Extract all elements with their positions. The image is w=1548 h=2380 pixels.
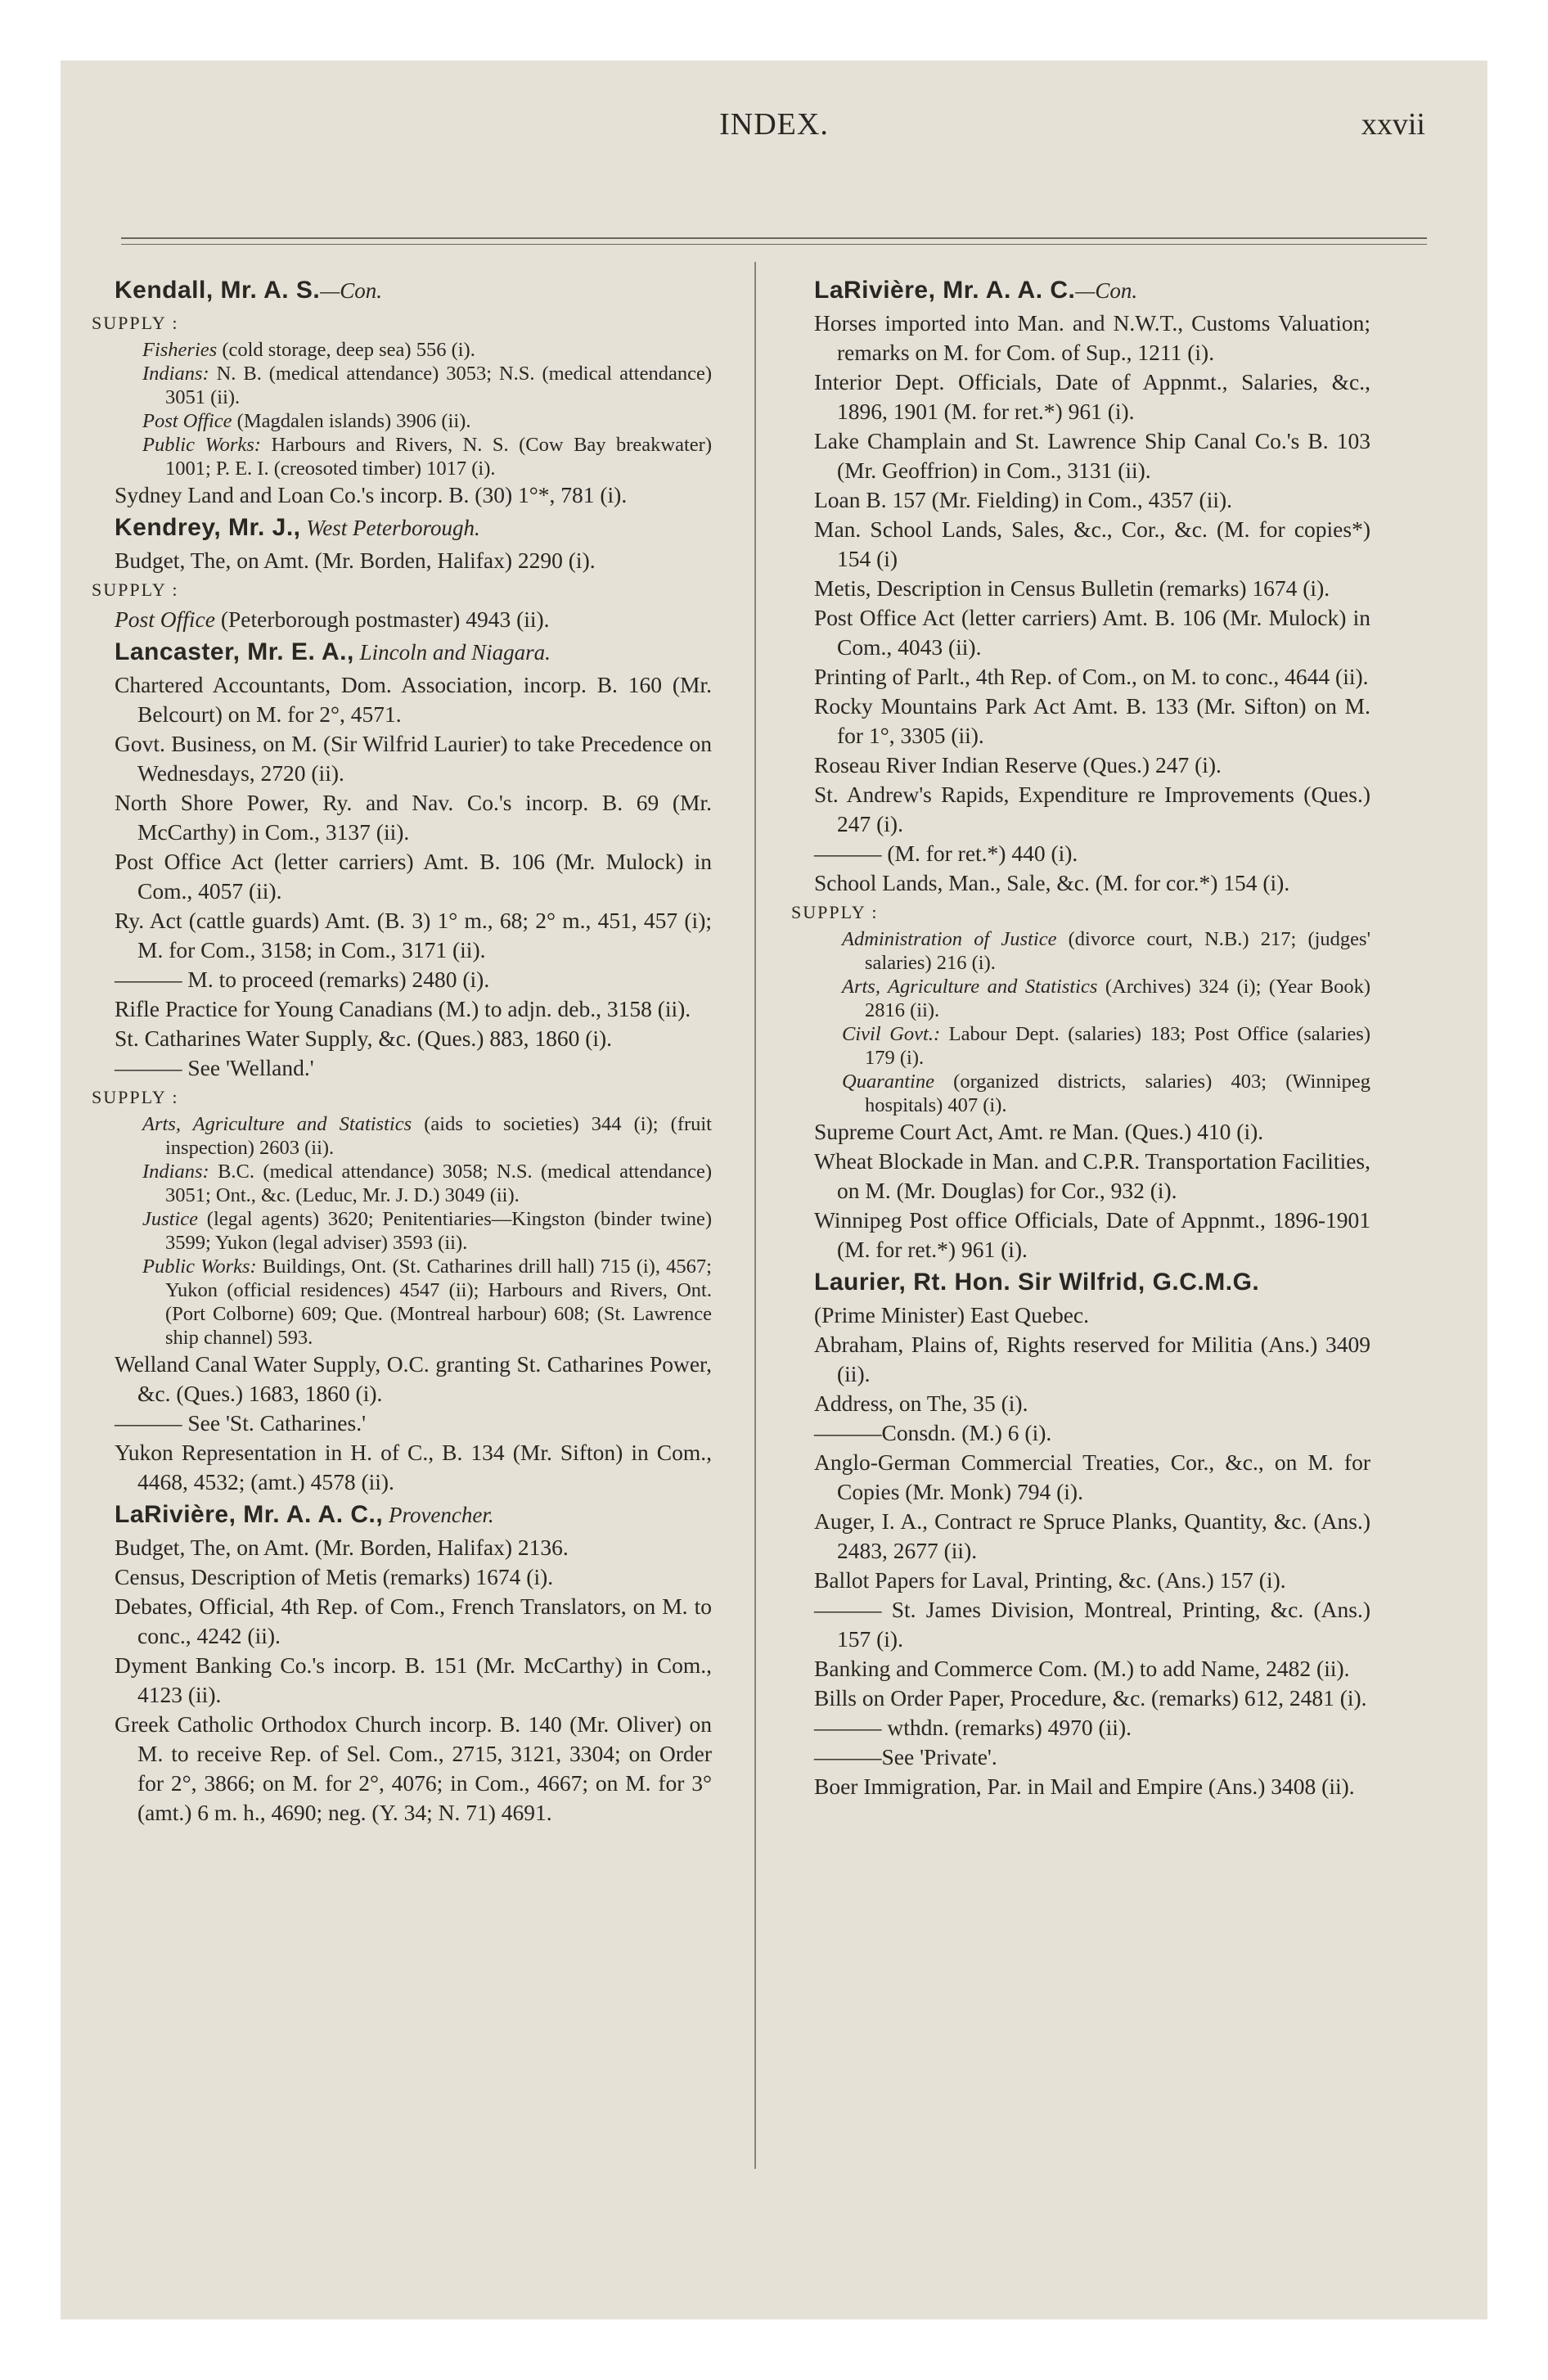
index-column-right (791, 273, 1370, 1801)
index-entry (115, 1438, 712, 1497)
index-entry (814, 485, 1370, 515)
entry-text: ——— (M. for ret.*) 440 (i). (814, 841, 1078, 866)
index-subentry (115, 1160, 712, 1207)
index-entry (814, 1684, 1370, 1713)
supply-label: SUPPLY : (791, 902, 879, 922)
entry-text: Budget, The, on Amt. (Mr. Borden, Halifax) 2290 (i). (115, 548, 596, 573)
index-subentry (115, 409, 712, 433)
index-entry (814, 1713, 1370, 1742)
entry-text: Man. School Lands, Sales, &c., Cor., &c. (M. for copies*) 154 (i) (814, 516, 1370, 571)
heading-suffix: —Con. (320, 278, 383, 303)
index-entry (814, 1772, 1370, 1801)
index-subentry (814, 1022, 1370, 1070)
index-entry (115, 906, 712, 965)
heading-name: LaRivière, Mr. A. A. C. (814, 277, 1076, 304)
index-entry (115, 965, 712, 994)
heading-name: Lancaster, Mr. E. A., (115, 638, 354, 665)
entry-text: Wheat Blockade in Man. and C.P.R. Transportation Facilities, on M. (Mr. Douglas) for Cor., 932 (i). (814, 1148, 1370, 1203)
entry-text: Banking and Commerce Com. (M.) to add Name, 2482 (ii). (814, 1656, 1350, 1681)
index-entry (115, 1562, 712, 1592)
entry-text: Metis, Description in Census Bulletin (remarks) 1674 (i). (814, 575, 1330, 601)
entry-text: St. Catharines Water Supply, &c. (Ques.) 883, 1860 (i). (115, 1025, 613, 1051)
index-entry (814, 1147, 1370, 1206)
entry-text: N. B. (medical attendance) 3053; N.S. (medical attendance) 3051 (ii). (165, 363, 712, 408)
entry-label: Post Office (142, 410, 232, 432)
entry-text: Interior Dept. Officials, Date of Appnmt., Salaries, &c., 1896, 1901 (M. for ret.*) 961 (i). (814, 369, 1370, 424)
entry-text: (Magdalen islands) 3906 (ii). (232, 410, 471, 432)
entry-label: Administration of Justice (842, 928, 1057, 950)
entry-text: Abraham, Plains of, Rights reserved for Militia (Ans.) 3409 (ii). (814, 1332, 1370, 1386)
entry-text: (legal agents) 3620; Penitentiaries—Kingston (binder twine) 3599; Yukon (legal adviser) 3593 (ii). (165, 1208, 712, 1254)
supply-label: SUPPLY : (92, 313, 179, 333)
entry-label: Public Works: (142, 434, 261, 456)
entry-text: Anglo-German Commercial Treaties, Cor., &c., on M. for Copies (Mr. Monk) 794 (i). (814, 1449, 1370, 1504)
entry-text: ——— See 'St. Catharines.' (115, 1410, 367, 1436)
entry-text: (Prime Minister) East Quebec. (814, 1302, 1090, 1327)
supply-label: SUPPLY : (92, 579, 179, 600)
index-subentry (814, 975, 1370, 1022)
entry-label: Quarantine (842, 1071, 934, 1093)
index-subentry (115, 1255, 712, 1350)
entry-label: Arts, Agriculture and Statistics (142, 1113, 412, 1135)
index-heading (115, 510, 712, 546)
index-entry (814, 1448, 1370, 1507)
entry-text: Dyment Banking Co.'s incorp. B. 151 (Mr. McCarthy) in Com., 4123 (ii). (115, 1652, 712, 1707)
header-rule (121, 237, 1427, 245)
entry-text: ——— St. James Division, Montreal, Printing, &c. (Ans.) 157 (i). (814, 1597, 1370, 1652)
entry-label: Indians: (142, 363, 209, 385)
index-entry (814, 1507, 1370, 1566)
index-entry (814, 1389, 1370, 1418)
index-entry (814, 868, 1370, 898)
entry-text: Address, on The, 35 (i). (814, 1391, 1028, 1416)
entry-text: Buildings, Ont. (St. Catharines drill hall) 715 (i), 4567; Yukon (official residences) 4547 (ii); Harbours and Rivers, Ont. (Port Colborne) 609; Que. (Montreal harbour) 608; (St. Lawrence ship channel) 593. (165, 1255, 712, 1349)
index-heading (115, 1497, 712, 1533)
entry-text: Govt. Business, on M. (Sir Wilfrid Laurier) to take Precedence on Wednesdays, 2720 (ii). (115, 731, 712, 786)
entry-text: Bills on Order Paper, Procedure, &c. (remarks) 612, 2481 (i). (814, 1685, 1367, 1711)
entry-text: ———See 'Private'. (814, 1744, 997, 1769)
entry-label: Civil Govt.: (842, 1023, 941, 1045)
entry-text: Yukon Representation in H. of C., B. 134 (Mr. Sifton) in Com., 4468, 4532; (amt.) 4578 (ii). (115, 1440, 712, 1494)
index-subentry (115, 1112, 712, 1160)
entry-text: Supreme Court Act, Amt. re Man. (Ques.) 410 (i). (814, 1119, 1264, 1144)
index-entry (115, 1024, 712, 1053)
index-entry (814, 1300, 1370, 1330)
index-entry (814, 574, 1370, 603)
entry-text: Rocky Mountains Park Act Amt. B. 133 (Mr. Sifton) on M. for 1°, 3305 (ii). (814, 693, 1370, 748)
heading-suffix: —Con. (1075, 278, 1138, 303)
index-entry (115, 480, 712, 510)
index-entry (115, 847, 712, 906)
entry-text: (organized districts, salaries) 403; (Winnipeg hospitals) 407 (i). (865, 1071, 1370, 1116)
index-entry (814, 692, 1370, 751)
entry-text: Ballot Papers for Laval, Printing, &c. (Ans.) 157 (i). (814, 1567, 1286, 1593)
index-subentry (115, 338, 712, 362)
index-entry (814, 1418, 1370, 1448)
entry-text: Roseau River Indian Reserve (Ques.) 247 (i). (814, 752, 1222, 778)
entry-text: Census, Description of Metis (remarks) 1674 (i). (115, 1564, 554, 1589)
index-subentry (115, 1207, 712, 1255)
entry-text: (Peterborough postmaster) 4943 (ii). (214, 606, 550, 632)
index-entry (115, 1533, 712, 1562)
heading-name: LaRivière, Mr. A. A. C., (115, 1501, 384, 1528)
index-subentry (115, 362, 712, 409)
entry-label: Indians: (142, 1161, 209, 1183)
entry-text: Labour Dept. (salaries) 183; Post Office (salaries) 179 (i). (865, 1023, 1370, 1069)
index-entry (814, 662, 1370, 692)
entry-text: North Shore Power, Ry. and Nav. Co.'s incorp. B. 69 (Mr. McCarthy) in Com., 3137 (ii). (115, 790, 712, 845)
index-entry (814, 1654, 1370, 1684)
index-entry (814, 309, 1370, 367)
entry-text: Loan B. 157 (Mr. Fielding) in Com., 4357 (ii). (814, 487, 1233, 512)
entry-text: ——— M. to proceed (remarks) 2480 (i). (115, 967, 490, 992)
entry-text: Boer Immigration, Par. in Mail and Empire (Ans.) 3408 (ii). (814, 1774, 1355, 1799)
index-heading (115, 273, 712, 309)
index-entry (814, 426, 1370, 485)
index-subentry (814, 1070, 1370, 1117)
index-entry (814, 1742, 1370, 1772)
heading-name: Laurier, Rt. Hon. Sir Wilfrid, G.C.M.G. (814, 1269, 1260, 1296)
page-title: INDEX. (719, 107, 829, 142)
entry-label: Post Office (115, 606, 215, 632)
index-entry (115, 1350, 712, 1409)
entry-text: Ry. Act (cattle guards) Amt. (B. 3) 1° m., 68; 2° m., 451, 457 (i); M. for Com., 3158; in Com., 3171 (ii). (115, 908, 712, 962)
index-heading (814, 1264, 1370, 1300)
index-entry (814, 515, 1370, 574)
index-entry (814, 751, 1370, 780)
index-entry (115, 605, 712, 634)
index-entry (814, 1206, 1370, 1264)
entry-text: School Lands, Man., Sale, &c. (M. for cor.*) 154 (i). (814, 870, 1290, 895)
index-entry (814, 1117, 1370, 1147)
column-divider (754, 262, 756, 2169)
entry-text: Post Office Act (letter carriers) Amt. B. 106 (Mr. Mulock) in Com., 4057 (ii). (115, 849, 712, 904)
entry-text: (aids to societies) 344 (i); (fruit inspection) 2603 (ii). (165, 1113, 712, 1159)
entry-text: B.C. (medical attendance) 3058; N.S. (medical attendance) 3051; Ont., &c. (Leduc, Mr. J. D.) 3049 (ii). (165, 1161, 712, 1206)
entry-text: (divorce court, N.B.) 217; (judges' salaries) 216 (i). (865, 928, 1370, 974)
entry-text: St. Andrew's Rapids, Expenditure re Improvements (Ques.) 247 (i). (814, 782, 1370, 836)
heading-suffix: Lincoln and Niagara. (353, 640, 551, 665)
index-entry (115, 788, 712, 847)
entry-text: Sydney Land and Loan Co.'s incorp. B. (30) 1°*, 781 (i). (115, 482, 628, 507)
heading-suffix: West Peterborough. (300, 516, 480, 540)
entry-text: ——— See 'Welland.' (115, 1055, 314, 1080)
heading-name: Kendrey, Mr. J., (115, 514, 301, 541)
entry-text: Budget, The, on Amt. (Mr. Borden, Halifax) 2136. (115, 1535, 569, 1560)
index-entry (115, 1651, 712, 1710)
entry-text: Winnipeg Post office Officials, Date of Appnmt., 1896-1901 (M. for ret.*) 961 (i). (814, 1207, 1370, 1262)
entry-text: Lake Champlain and St. Lawrence Ship Canal Co.'s B. 103 (Mr. Geoffrion) in Com., 3131 (ii). (814, 428, 1370, 483)
index-entry (115, 670, 712, 729)
index-entry (814, 780, 1370, 839)
index-heading (814, 273, 1370, 309)
index-entry (115, 729, 712, 788)
entry-text: ———Consdn. (M.) 6 (i). (814, 1420, 1052, 1445)
index-entry (814, 839, 1370, 868)
index-entry (115, 994, 712, 1024)
entry-text: Auger, I. A., Contract re Spruce Planks, Quantity, &c. (Ans.) 2483, 2677 (ii). (814, 1508, 1370, 1563)
index-entry (814, 1595, 1370, 1654)
entry-text: (Archives) 324 (i); (Year Book) 2816 (ii). (865, 976, 1370, 1021)
index-entry (814, 1566, 1370, 1595)
entry-text: Harbours and Rivers, N. S. (Cow Bay breakwater) 1001; P. E. I. (creosoted timber) 1017 (i). (165, 434, 712, 480)
page-number: xxvii (1361, 107, 1425, 142)
index-entry (814, 603, 1370, 662)
index-entry (115, 1710, 712, 1828)
index-entry (115, 1409, 712, 1438)
index-heading (115, 634, 712, 670)
entry-label: Arts, Agriculture and Statistics (842, 976, 1098, 998)
heading-name: Kendall, Mr. A. S. (115, 277, 321, 304)
entry-text: Horses imported into Man. and N.W.T., Customs Valuation; remarks on M. for Com. of Sup., 1211 (i). (814, 310, 1370, 365)
index-entry (814, 1330, 1370, 1389)
entry-label: Fisheries (142, 339, 218, 361)
entry-text: Welland Canal Water Supply, O.C. granting St. Catharines Power, &c. (Ques.) 1683, 1860 (i). (115, 1351, 712, 1406)
entry-label: Public Works: (142, 1255, 257, 1278)
index-entry (814, 367, 1370, 426)
index-entry (115, 1053, 712, 1083)
entry-text: Printing of Parlt., 4th Rep. of Com., on M. to conc., 4644 (ii). (814, 664, 1369, 689)
entry-label: Justice (142, 1208, 199, 1230)
heading-suffix: Provencher. (383, 1503, 494, 1527)
entry-text: ——— wthdn. (remarks) 4970 (ii). (814, 1715, 1132, 1740)
entry-text: Debates, Official, 4th Rep. of Com., French Translators, on M. to conc., 4242 (ii). (115, 1593, 712, 1648)
index-subentry (814, 927, 1370, 975)
index-entry (115, 1592, 712, 1651)
index-subentry (115, 433, 712, 480)
index-entry (115, 546, 712, 575)
entry-text: Post Office Act (letter carriers) Amt. B. 106 (Mr. Mulock) in Com., 4043 (ii). (814, 605, 1370, 660)
entry-text: Greek Catholic Orthodox Church incorp. B. 140 (Mr. Oliver) on M. to receive Rep. of Sel. Com., 2715, 3121, 3304; on Order for 2°, 3866; on M. for 2°, 4076; in Com., 4667; on M. for 3° (amt.) 6 m. h., 4690; neg. (Y. 34; N. 71) 4691. (115, 1711, 712, 1825)
supply-label: SUPPLY : (92, 1087, 179, 1107)
entry-text: (cold storage, deep sea) 556 (i). (217, 339, 475, 361)
index-column-left (92, 273, 712, 1828)
entry-text: Chartered Accountants, Dom. Association, incorp. B. 160 (Mr. Belcourt) on M. for 2°, 4571. (115, 672, 712, 727)
entry-text: Rifle Practice for Young Canadians (M.) to adjn. deb., 3158 (ii). (115, 996, 691, 1021)
